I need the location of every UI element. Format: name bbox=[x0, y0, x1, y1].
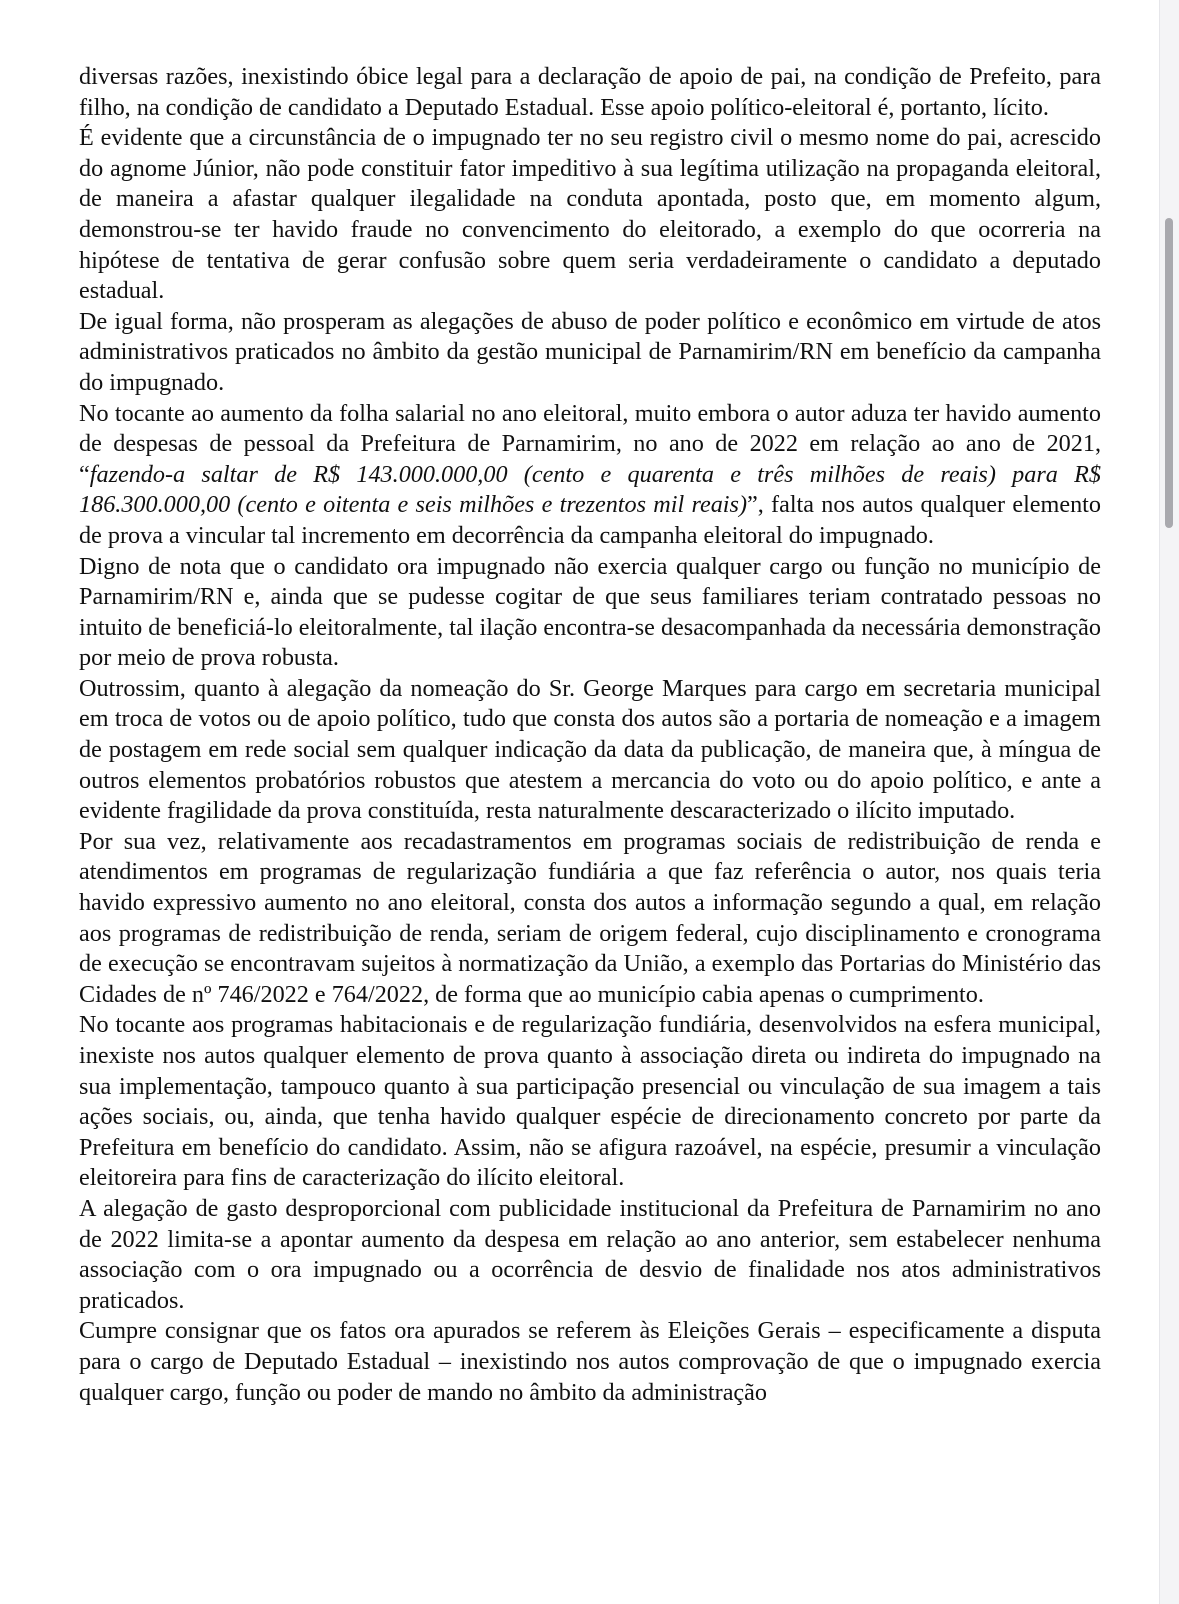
paragraph-4 bbox=[79, 399, 1101, 552]
paragraph-1: diversas razões, inexistindo óbice legal para a declaração de apoio de pai, na condição de Prefeito, para filho, na condição de candidato a Deputado Estadual. Esse apoio político-eleitoral é, portanto, lícito. bbox=[79, 63, 1101, 121]
paragraph-4-quote: fazendo-a saltar de R$ 143.000.000,00 (cento e quarenta e três milhões de reais) para R$ 186.300.000,00 (cento e oitenta e seis milhões e trezentos mil reais) bbox=[79, 460, 1101, 519]
paragraph-9: A alegação de gasto desproporcional com publicidade institucional da Prefeitura de Parnamirim no ano de 2022 limita-se a apontar aumento da despesa em relação ao ano anterior, sem estabelecer nenhuma associação com o ora impugnado ou a ocorrência de desvio de finalidade nos atos administrativos praticados. bbox=[79, 1194, 1101, 1314]
paragraph-4-lead: No tocante ao aumento da folha salarial no ano eleitoral, muito embora o autor aduza ter havido aumento de despesas de pessoal da Prefeitura de Parnamirim, no ano de 2022 em relação ao ano de 2021, “ bbox=[79, 399, 1101, 488]
paragraph-2: É evidente que a circunstância de o impugnado ter no seu registro civil o mesmo nome do pai, acrescido do agnome Júnior, não pode constituir fator impeditivo à sua legítima utilização na propaganda eleitoral, de maneira a afastar qualquer ilegalidade na conduta apontada, posto que, em momento algum, demonstrou-se ter havido fraude no convencimento do eleitorado, a exemplo do que ocorreria na hipótese de tentativa de gerar confusão sobre quem seria verdadeiramente o candidato a deputado estadual. bbox=[79, 124, 1101, 305]
paragraph-8: No tocante aos programas habitacionais e de regularização fundiária, desenvolvidos na esfera municipal, inexiste nos autos qualquer elemento de prova quanto à associação direta ou indireta do impugnado na sua implementação, tampouco quanto à sua participação presencial ou vinculação de sua imagem a tais ações sociais, ou, ainda, que tenha havido qualquer espécie de direcionamento concreto por parte da Prefeitura em benefício do candidato. Assim, não se afigura razoável, na espécie, presumir a vinculação eleitoreira para fins de caracterização do ilícito eleitoral. bbox=[79, 1011, 1101, 1192]
paragraph-10: Cumpre consignar que os fatos ora apurados se referem às Eleições Gerais – especificamente a disputa para o cargo de Deputado Estadual – inexistindo nos autos comprovação de que o impugnado exercia qualquer cargo, função ou poder de mando no âmbito da administração bbox=[79, 1317, 1101, 1406]
paragraph-4-tail: ”, falta nos autos qualquer elemento de prova a vincular tal incremento em decorrência da campanha eleitoral do impugnado. bbox=[79, 491, 1101, 549]
vertical-scrollbar[interactable] bbox=[1159, 0, 1179, 1604]
paragraph-7: Por sua vez, relativamente aos recadastramentos em programas sociais de redistribuição de renda e atendimentos em programas de regularização fundiária a que faz referência o autor, nos quais teria havido expressivo aumento no ano eleitoral, consta dos autos a informação segundo a qual, em relação aos programas de redistribuição de renda, seriam de origem federal, cujo disciplinamento e cronograma de execução se encontravam sujeitos à normatização da União, a exemplo das Portarias do Ministério das Cidades de nº 746/2022 e 764/2022, de forma que ao município cabia apenas o cumprimento. bbox=[79, 827, 1101, 1008]
document-body bbox=[79, 62, 1101, 1408]
paragraph-3: De igual forma, não prosperam as alegações de abuso de poder político e econômico em virtude de atos administrativos praticados no âmbito da gestão municipal de Parnamirim/RN em benefício da campanha do impugnado. bbox=[79, 307, 1101, 396]
scrollbar-thumb[interactable] bbox=[1165, 218, 1173, 528]
paragraph-6: Outrossim, quanto à alegação da nomeação do Sr. George Marques para cargo em secretaria municipal em troca de votos ou de apoio político, tudo que consta dos autos são a portaria de nomeação e a imagem de postagem em rede social sem qualquer indicação da data da publicação, de maneira que, à míngua de outros elementos probatórios robustos que atestem a mercancia do voto ou do apoio político, e ante a evidente fragilidade da prova constituída, resta naturalmente descaracterizado o ilícito imputado. bbox=[79, 674, 1101, 825]
paragraph-5: Digno de nota que o candidato ora impugnado não exercia qualquer cargo ou função no município de Parnamirim/RN e, ainda que se pudesse cogitar de que seus familiares teriam contratado pessoas no intuito de beneficiá-lo eleitoralmente, tal ilação encontra-se desacompanhada da necessária demonstração por meio de prova robusta. bbox=[79, 552, 1101, 672]
